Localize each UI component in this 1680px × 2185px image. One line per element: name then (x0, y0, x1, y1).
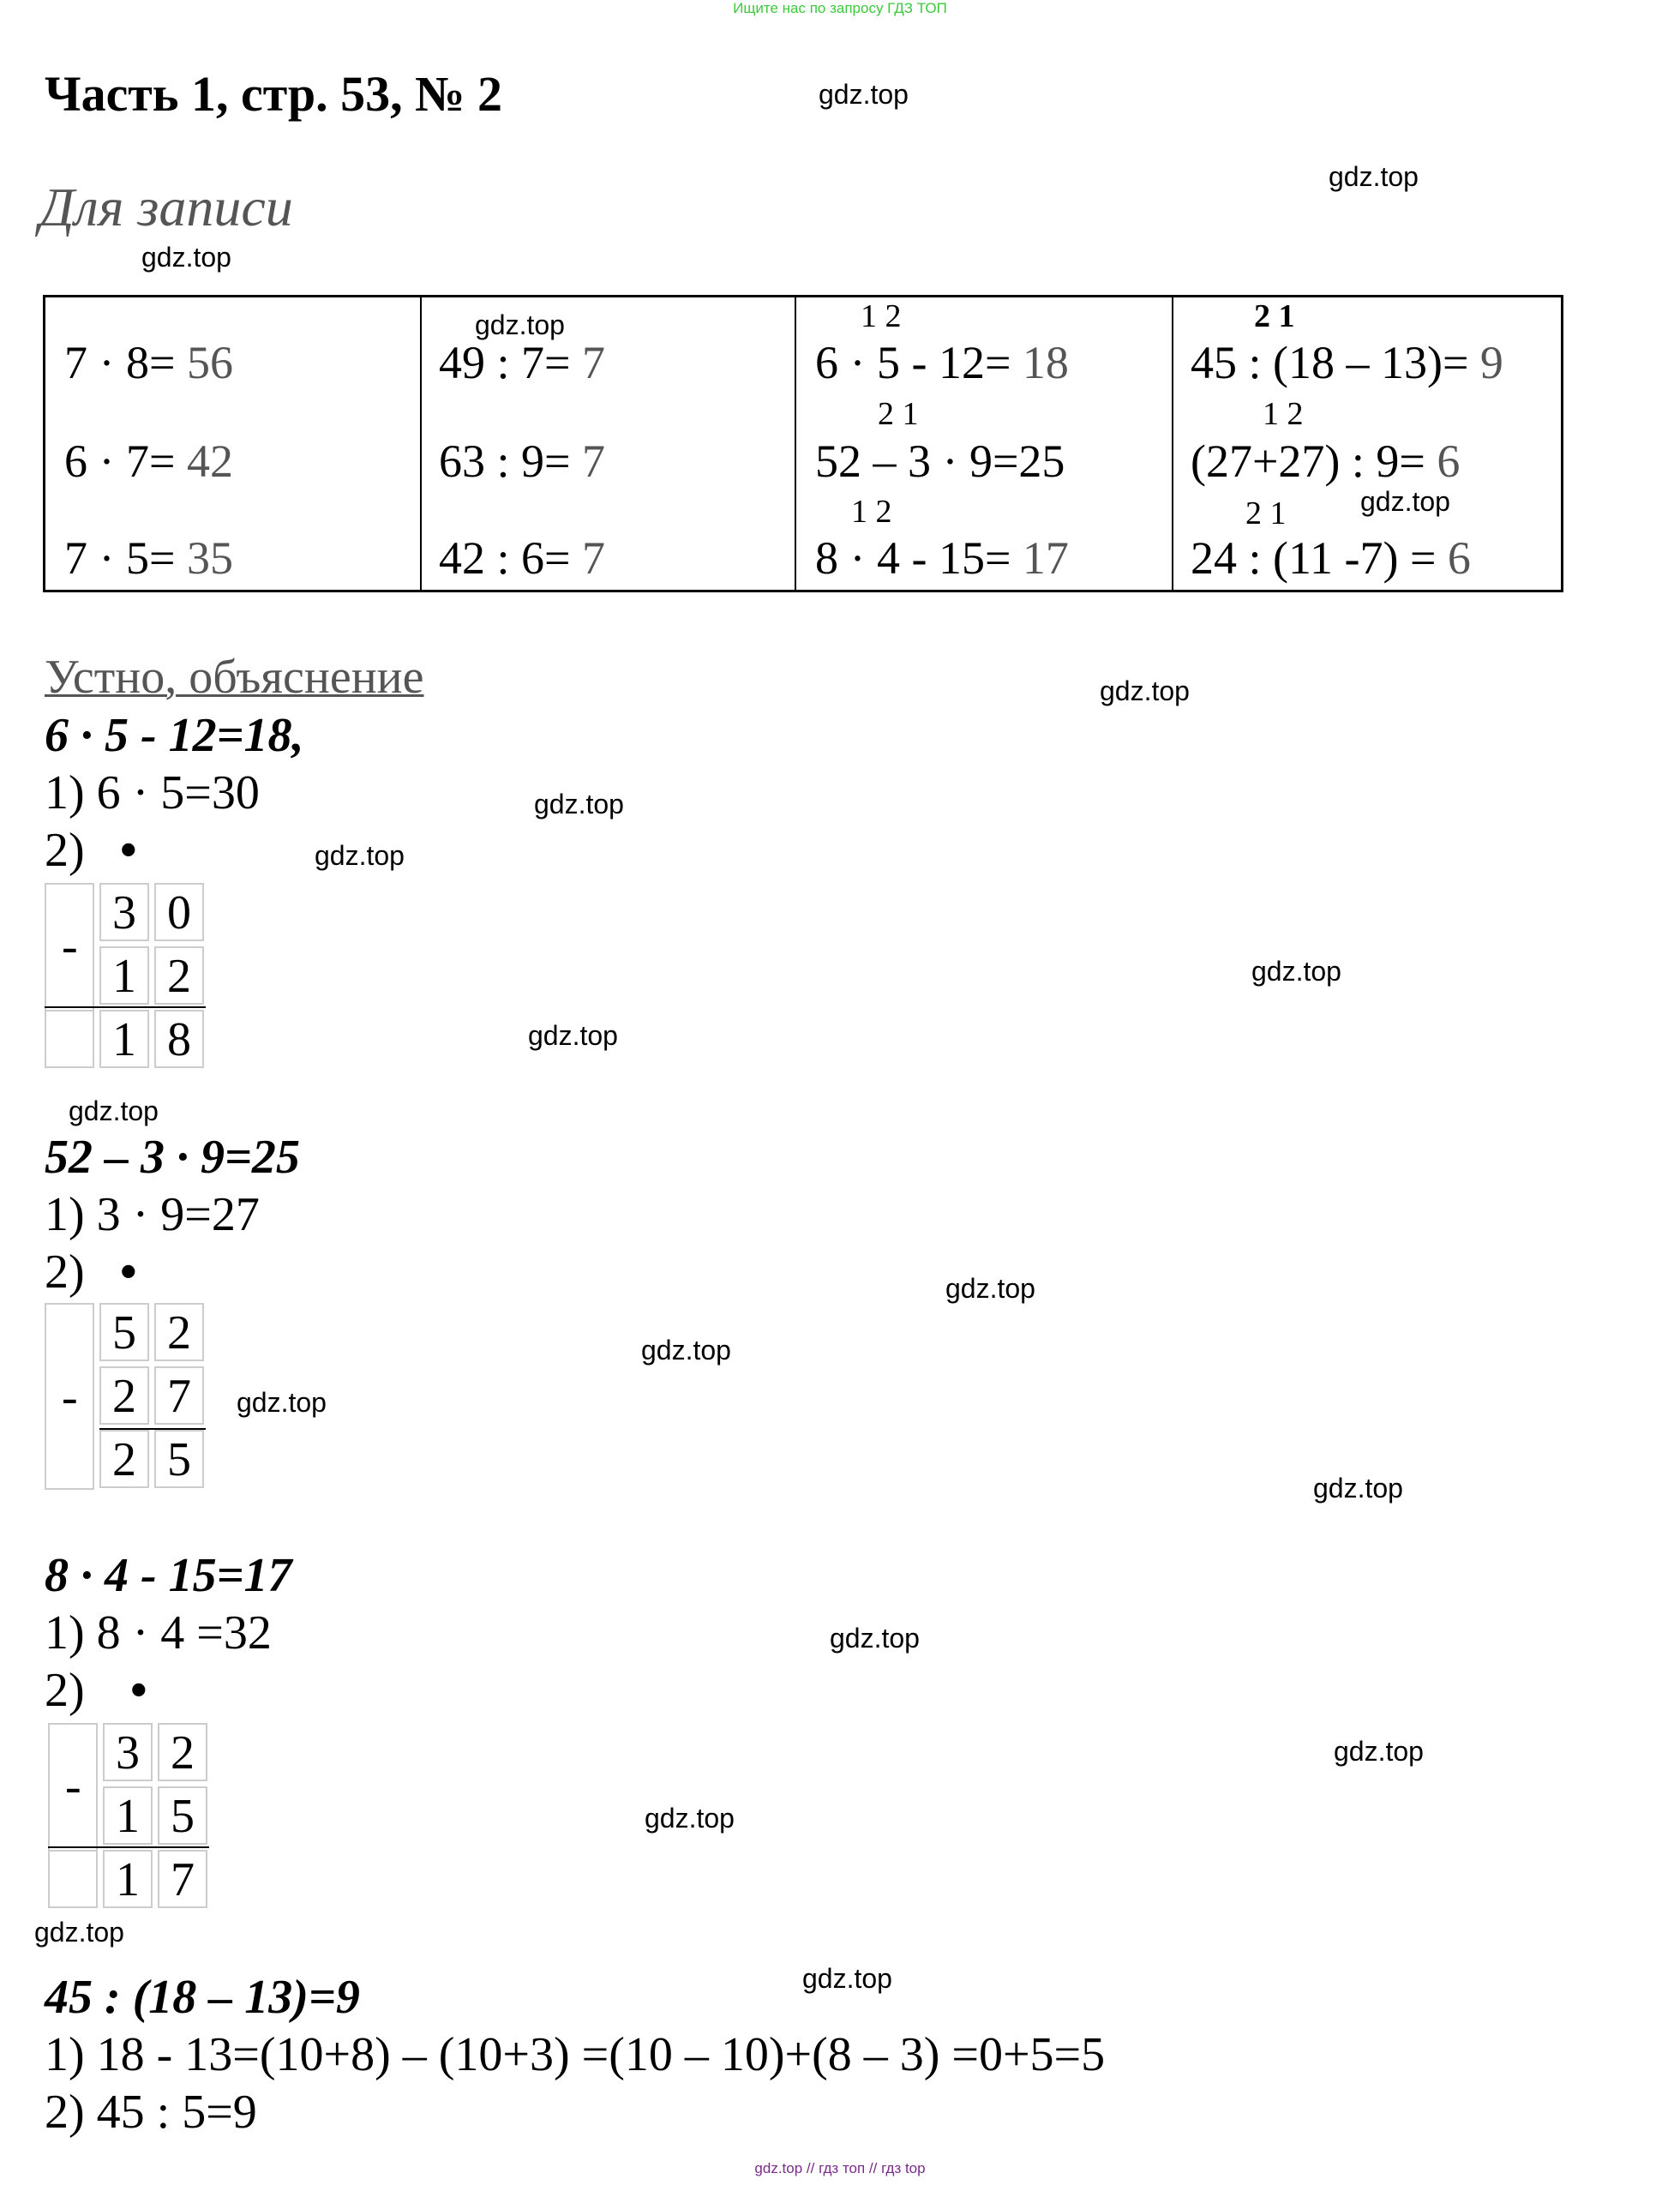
grid-cell (48, 1850, 98, 1908)
table-column-1 (45, 297, 420, 590)
bullet-dot: • (120, 824, 137, 877)
worked-example-heading: 52 – 3 · 9=25 (45, 1131, 300, 1184)
grid-cell: 1 (99, 946, 149, 1005)
watermark: gdz.top (1313, 1473, 1403, 1504)
watermark: gdz.top (1334, 1736, 1424, 1767)
order-marks: 2 1 (1245, 495, 1287, 531)
grid-cell: 5 (158, 1786, 207, 1845)
table-column-2 (420, 297, 796, 590)
grid-cell: 8 (154, 1010, 204, 1068)
table-column-3 (795, 297, 1173, 590)
grid-cell: 2 (99, 1366, 149, 1425)
grid-cell: 1 (103, 1850, 153, 1908)
watermark: gdz.top (1251, 956, 1341, 987)
bullet-dot: • (130, 1664, 147, 1717)
grid-cell: 1 (103, 1786, 153, 1845)
minus-sign: - (62, 920, 78, 973)
worked-example-heading: 8 · 4 - 15=17 (45, 1549, 292, 1602)
table-cell: 42 : 6= 7 (439, 532, 605, 584)
minus-sign: - (62, 1371, 78, 1424)
grid-cell: 5 (154, 1430, 204, 1488)
top-banner: Ищите нас по запросу ГДЗ ТОП (733, 0, 947, 16)
watermark: gdz.top (641, 1335, 731, 1366)
step-2: 2) (45, 824, 85, 877)
grid-cell: 1 (99, 1010, 149, 1068)
watermark: gdz.top (34, 1917, 124, 1948)
worked-example-heading: 6 · 5 - 12=18, (45, 709, 304, 762)
watermark: gdz.top (475, 309, 565, 340)
grid-cell: 7 (154, 1366, 204, 1425)
table-column-4 (1172, 297, 1563, 590)
grid-cell: 3 (99, 883, 149, 941)
order-marks: 1 2 (1263, 396, 1304, 432)
section-title: Для записи (39, 177, 293, 237)
order-marks: 2 1 (1254, 298, 1295, 334)
grid-cell (45, 1010, 94, 1068)
watermark: gdz.top (69, 1096, 159, 1126)
watermark: gdz.top (1100, 675, 1190, 706)
grid-cell: 3 (103, 1723, 153, 1781)
watermark: gdz.top (315, 840, 405, 871)
step-1: 1) 18 - 13=(10+8) – (10+3) =(10 – 10)+(8 – 3) =0+5=5 (45, 2028, 1106, 2081)
table-cell: 49 : 7= 7 (439, 337, 605, 388)
step-1: 1) 6 · 5=30 (45, 766, 260, 819)
grid-cell: 0 (154, 883, 204, 941)
result-line (45, 1006, 206, 1008)
table-cell: 45 : (18 – 13)= 9 (1191, 337, 1503, 388)
table-cell: (27+27) : 9= 6 (1191, 435, 1461, 487)
grid-cell: 2 (99, 1430, 149, 1488)
step-1: 1) 3 · 9=27 (45, 1188, 260, 1241)
exercise-table (43, 295, 1563, 592)
step-2: 2) (45, 1664, 85, 1717)
order-marks: 2 1 (878, 396, 919, 432)
bullet-dot: • (120, 1246, 137, 1299)
table-cell: 6 · 7= 42 (64, 435, 233, 487)
table-cell: 7 · 5= 35 (64, 532, 233, 584)
watermark: gdz.top (830, 1623, 920, 1654)
watermark: gdz.top (1360, 486, 1450, 517)
grid-cell: 2 (154, 1303, 204, 1361)
table-cell: 7 · 8= 56 (64, 337, 233, 388)
order-marks: 1 2 (861, 298, 902, 334)
watermark: gdz.top (534, 789, 624, 819)
table-cell: 24 : (11 -7) = 6 (1191, 532, 1471, 584)
result-line (48, 1846, 209, 1848)
watermark: gdz.top (645, 1803, 735, 1834)
step-2: 2) 45 : 5=9 (45, 2086, 257, 2139)
page-title: Часть 1, стр. 53, № 2 (45, 66, 502, 122)
watermark: gdz.top (945, 1273, 1035, 1304)
worked-example-heading: 45 : (18 – 13)=9 (45, 1971, 360, 2024)
footer-links: gdz.top // гдз топ // гдз top (754, 2160, 926, 2176)
grid-cell: 7 (158, 1850, 207, 1908)
oral-explanation-title: Устно, объяснение (45, 651, 424, 704)
table-cell: 6 · 5 - 12= 18 (815, 337, 1069, 388)
watermark: gdz.top (802, 1963, 892, 1994)
watermark: gdz.top (237, 1387, 327, 1418)
table-cell: 8 · 4 - 15= 17 (815, 532, 1069, 584)
watermark: gdz.top (819, 79, 909, 110)
step-2: 2) (45, 1246, 85, 1299)
step-1: 1) 8 · 4 =32 (45, 1606, 272, 1660)
watermark: gdz.top (141, 242, 231, 273)
order-marks: 1 2 (851, 494, 892, 530)
grid-cell: 2 (154, 946, 204, 1005)
watermark: gdz.top (528, 1020, 618, 1051)
minus-sign: - (65, 1760, 81, 1813)
table-cell: 63 : 9= 7 (439, 435, 605, 487)
grid-cell: 5 (99, 1303, 149, 1361)
grid-cell: 2 (158, 1723, 207, 1781)
table-cell: 52 – 3 · 9=25 (815, 435, 1065, 487)
watermark: gdz.top (1329, 161, 1419, 192)
